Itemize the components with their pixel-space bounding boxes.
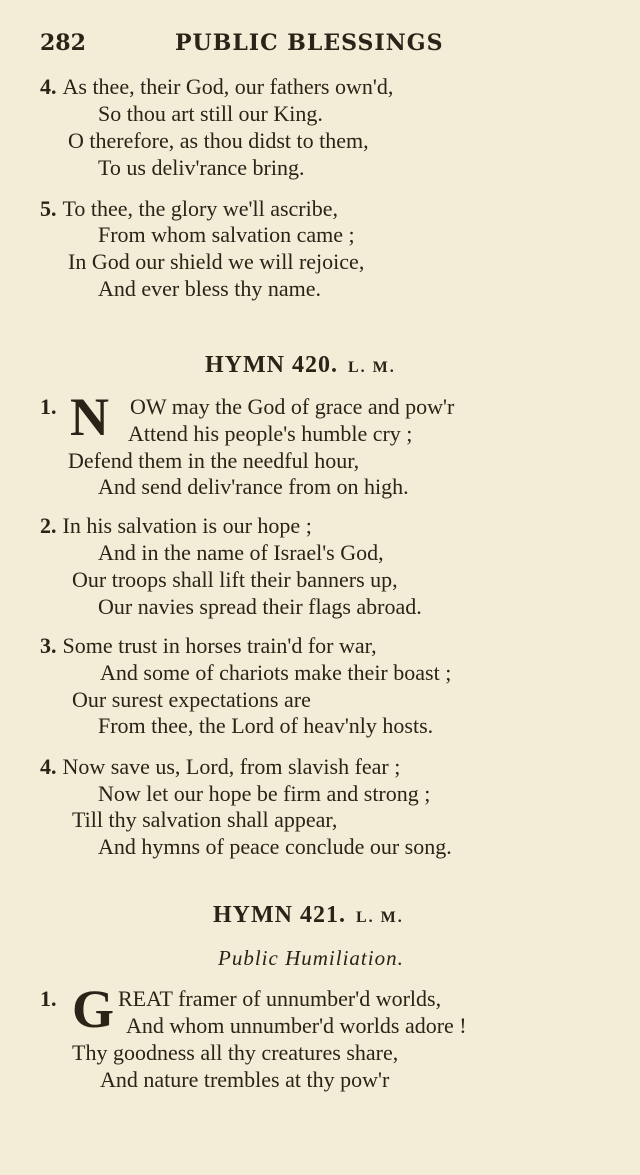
hymn-title: HYMN 420. L. M. (205, 352, 396, 378)
stanza-line: Our surest expectations are (72, 687, 311, 712)
stanza-line: O therefore, as thou didst to them, (68, 128, 369, 153)
drop-cap: G (72, 979, 115, 1039)
stanza-line: And whom unnumber'd worlds adore ! (126, 1013, 467, 1038)
stanza-line: From thee, the Lord of heav'nly hosts. (98, 713, 434, 738)
stanza-line: 4. As thee, their God, our fathers own'd, (40, 74, 394, 99)
hymn-meter: L. M. (355, 909, 404, 926)
stanza-line: And hymns of peace conclude our song. (98, 834, 452, 859)
stanza-number: 3. (40, 633, 57, 658)
stanza-line: OW may the God of grace and pow'r (130, 394, 455, 419)
stanza-number: 4. (40, 754, 57, 779)
stanza-line: Now let our hope be firm and strong ; (98, 781, 431, 806)
stanza-line: Till thy salvation shall appear, (72, 807, 338, 832)
stanza-line: And in the name of Israel's God, (98, 540, 384, 565)
stanza-line: To us deliv'rance bring. (98, 155, 305, 180)
stanza-number: 1. (40, 394, 57, 419)
stanza-line: Our navies spread their flags abroad. (98, 594, 422, 619)
running-title: PUBLIC BLESSINGS (175, 30, 444, 56)
stanza-number: 2. (40, 513, 57, 538)
stanza-line: Thy goodness all thy creatures share, (72, 1040, 399, 1065)
stanza-line (40, 986, 63, 1012)
hymn-subtitle: Public Humiliation. (218, 946, 404, 970)
page-header (40, 30, 580, 62)
stanza-line: In God our shield we will rejoice, (68, 249, 365, 274)
stanza-line: From whom salvation came ; (98, 222, 355, 247)
stanza-line: And send deliv'rance from on high. (98, 474, 409, 499)
stanza-number: 1. (40, 986, 57, 1011)
stanza-line: Defend them in the needful hour, (68, 448, 360, 473)
drop-cap: N (70, 387, 109, 447)
stanza-line: So thou art still our King. (98, 101, 323, 126)
stanza-line (40, 394, 63, 420)
stanza-line: Our troops shall lift their banners up, (72, 567, 398, 592)
stanza-line: And some of chariots make their boast ; (100, 660, 452, 685)
stanza-line: And nature trembles at thy pow'r (100, 1067, 390, 1092)
hymn-meter: L. M. (347, 359, 396, 376)
stanza-line: 3. Some trust in horses train'd for war, (40, 633, 377, 658)
stanza-line: 4. Now save us, Lord, from slavish fear ; (40, 754, 401, 779)
stanza-line: And ever bless thy name. (98, 276, 321, 301)
stanza-number: 4. (40, 74, 57, 99)
stanza-number: 5. (40, 196, 57, 221)
stanza-line: 2. In his salvation is our hope ; (40, 513, 312, 538)
page-number: 282 (40, 30, 86, 56)
stanza-line: Attend his people's humble cry ; (128, 421, 413, 446)
stanza-line: 5. To thee, the glory we'll ascribe, (40, 196, 338, 221)
hymn-title: HYMN 421. L. M. (213, 902, 404, 928)
stanza-line: REAT framer of unnumber'd worlds, (118, 986, 442, 1011)
